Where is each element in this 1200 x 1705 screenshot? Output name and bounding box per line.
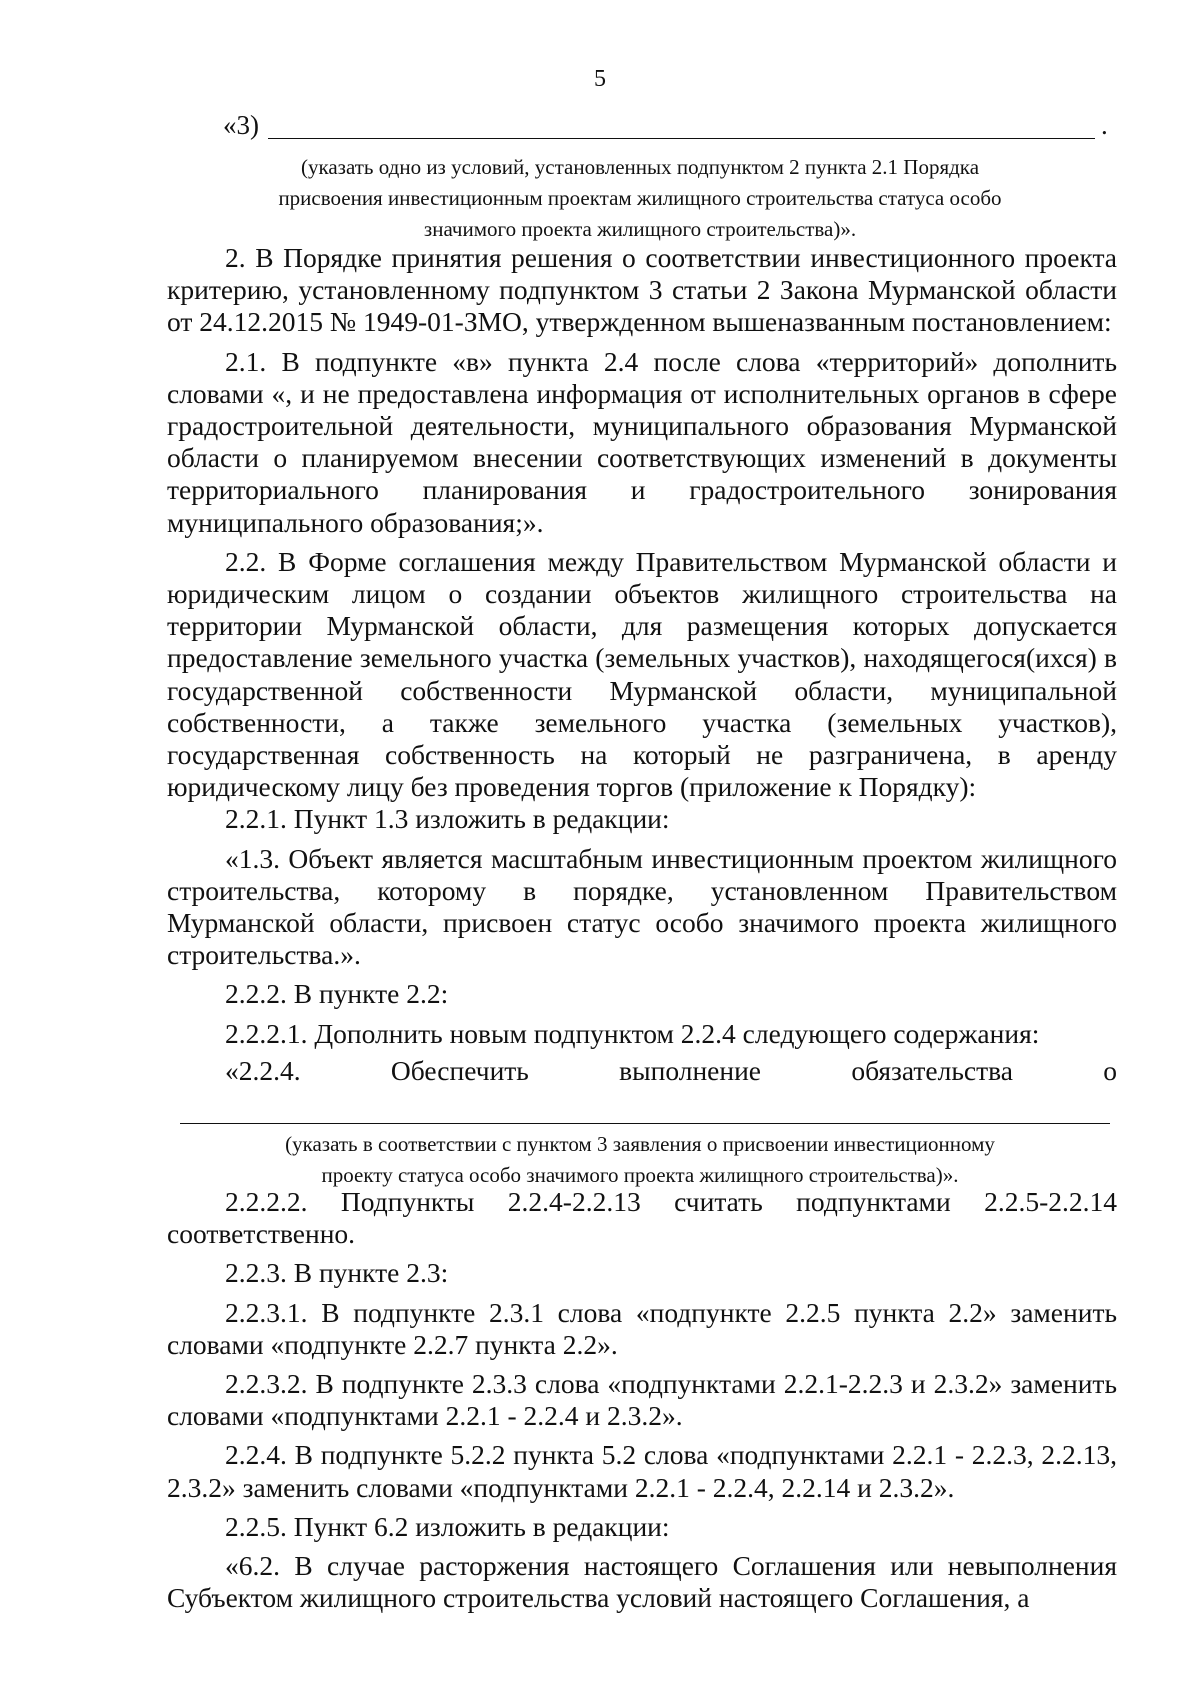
- word: о: [1103, 1054, 1117, 1086]
- paragraph-2-2-4-inserted: [167, 1055, 1117, 1087]
- word: Обеспечить: [390, 1054, 529, 1086]
- paragraph-2-2-3-2: 2.2.3.2. В подпункте 2.3.3 слова «подпунктами 2.2.1-2.2.3 и 2.3.2» заменить словами «подпунктами 2.2.1 - 2.2.4 и 2.3.2».: [167, 1368, 1117, 1432]
- page-number: 5: [594, 66, 606, 92]
- paragraph-2-2-3: 2.2.3. В пункте 2.3:: [225, 1257, 449, 1289]
- item-3-label: «3): [223, 110, 259, 140]
- fill-in-rule: [268, 138, 1095, 139]
- note-line: значимого проекта жилищного строительства)».: [423, 217, 857, 241]
- footnote-instruction-2: [160, 1129, 1120, 1191]
- body-text-continued: [167, 1186, 1117, 1614]
- note-line: (указать одно из условий, установленных подпунктом 2 пункта 2.1 Порядка: [300, 155, 980, 179]
- paragraph-2-1: 2.1. В подпункте «в» пункта 2.4 после слова «территорий» дополнить словами «, и не предоставлена информация от исполнительных органов в сфере градостроительной деятельности, муниципального образования Мурманской области о планируемом внесении соответствующих изменений в документы территориального планирования и градостроительного зонирования муниципального образования;».: [167, 345, 1117, 538]
- word: выполнение: [619, 1054, 762, 1086]
- note-line: (указать в соответствии с пунктом 3 заявления о присвоении инвестиционному: [285, 1132, 995, 1156]
- word: обязательства: [851, 1054, 1013, 1086]
- paragraph-2-2-1: 2.2.1. Пункт 1.3 изложить в редакции:: [225, 803, 670, 835]
- item-3-end: .: [1101, 110, 1108, 140]
- word: «2.2.4.: [225, 1054, 301, 1086]
- paragraph-1-3: «1.3. Объект является масштабным инвестиционным проектом жилищного строительства, которому в порядке, установленном Правительством Мурманской области, присвоен статус особо значимого проекта жилищного строительства.».: [167, 842, 1117, 971]
- body-text: [167, 242, 1117, 1087]
- paragraph-2-2-2: 2.2.2. В пункте 2.2:: [225, 978, 449, 1010]
- note-line: присвоения инвестиционным проектам жилищного строительства статуса особо: [278, 186, 1002, 210]
- paragraph-6-2: «6.2. В случае расторжения настоящего Соглашения или невыполнения Субъектом жилищного строительства условий настоящего Соглашения, а: [167, 1550, 1117, 1614]
- paragraph-2-2-2-1: 2.2.2.1. Дополнить новым подпунктом 2.2.4 следующего содержания:: [225, 1017, 1040, 1049]
- paragraph-2-2-4: 2.2.4. В подпункте 5.2.2 пункта 5.2 слова «подпунктами 2.2.1 - 2.2.3, 2.2.13, 2.3.2» заменить словами «подпунктами 2.2.1 - 2.2.4, 2.2.14 и 2.3.2».: [167, 1439, 1117, 1503]
- paragraph-2-2-5: 2.2.5. Пункт 6.2 изложить в редакции:: [225, 1510, 670, 1542]
- paragraph-2-2-3-1: 2.2.3.1. В подпункте 2.3.1 слова «подпункте 2.2.5 пункта 2.2» заменить словами «подпункте 2.2.7 пункта 2.2».: [167, 1296, 1117, 1360]
- fill-in-rule-2: [180, 1123, 1110, 1124]
- note-line: проекту статуса особо значимого проекта жилищного строительства)».: [321, 1163, 959, 1187]
- footnote-instruction-1: [160, 152, 1120, 245]
- paragraph-2-2-2-2: 2.2.2.2. Подпункты 2.2.4-2.2.13 считать подпунктами 2.2.5-2.2.14 соответственно.: [167, 1186, 1117, 1250]
- item-3-blank-line: [223, 108, 1123, 142]
- paragraph-2: 2. В Порядке принятия решения о соответствии инвестиционного проекта критерию, установленному подпунктом 3 статьи 2 Закона Мурманской области от 24.12.2015 № 1949-01-ЗМО, утвержденном вышеназванным постановлением:: [167, 242, 1117, 338]
- paragraph-2-2: 2.2. В Форме соглашения между Правительством Мурманской области и юридическим лицом о создании объектов жилищного строительства на территории Мурманской области, для размещения которых допускается предоставление земельного участка (земельных участков), находящегося(ихся) в государственной собственности Мурманской области, муниципальной собственности, а также земельного участка (земельных участков), государственная собственность на который не разграничена, в аренду юридическому лицу без проведения торгов (приложение к Порядку):: [167, 545, 1117, 803]
